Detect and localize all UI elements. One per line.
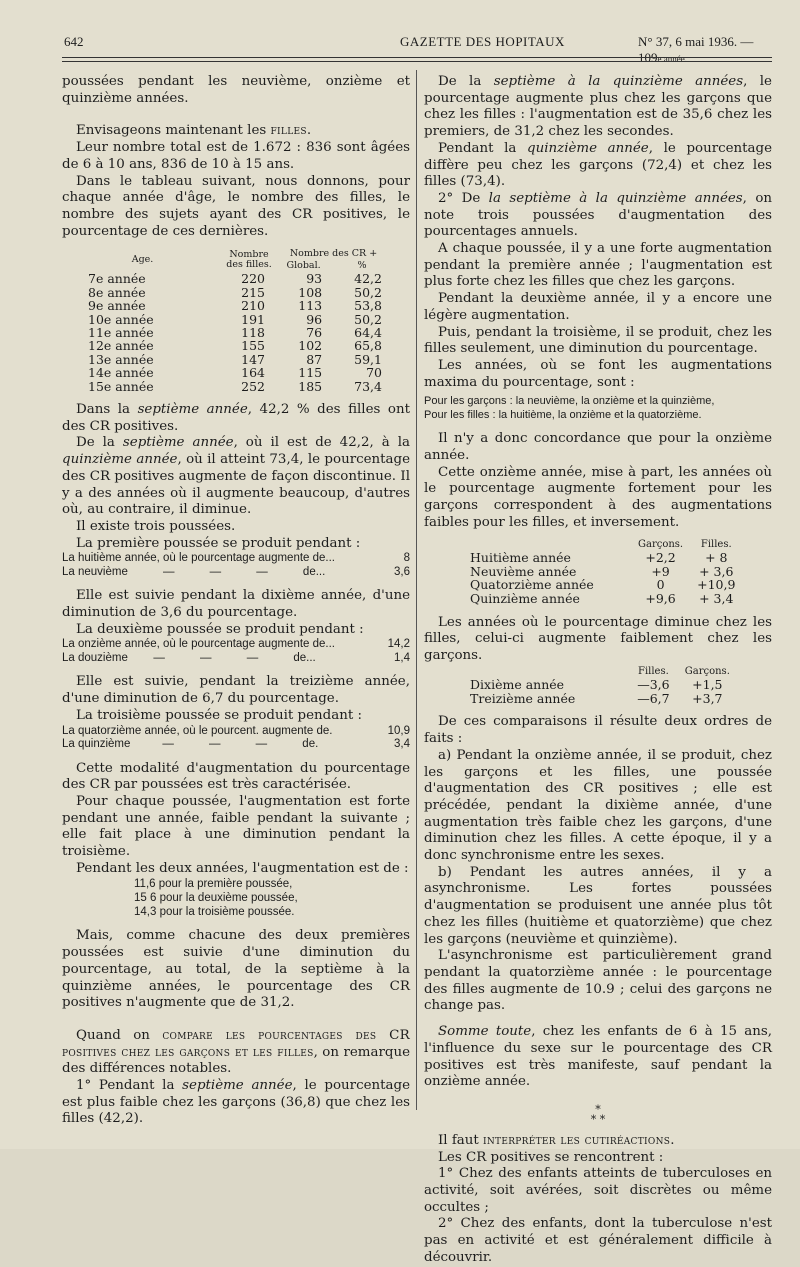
paragraph: Il n'y a donc concordance que pour la onzième année. bbox=[424, 431, 772, 464]
paragraph: Dans le tableau suivant, nous donnons, pour chaque année d'âge, le nombre des filles, le nombre des sujets ayant des CR positives, le pourcentage de ces dernières. bbox=[62, 173, 410, 239]
global-cell: 185 bbox=[298, 378, 323, 394]
paragraph: De ces comparaisons il résulte deux ordres de faits : bbox=[424, 714, 772, 747]
list-item: 14,3 pour la troisième poussée. bbox=[134, 906, 295, 919]
table-row bbox=[62, 299, 392, 312]
list-line: La onzième année, où le pourcentage augmente de... 14,2 bbox=[62, 638, 410, 651]
table-row bbox=[62, 353, 392, 366]
value-cell: +10,9 bbox=[697, 577, 736, 593]
table-header: % bbox=[357, 260, 367, 272]
count-cell: 220 bbox=[241, 271, 265, 287]
table-body bbox=[464, 678, 738, 705]
age-cell: 7e année bbox=[88, 271, 146, 287]
table-header: Filles. bbox=[638, 665, 669, 677]
paragraph: Elle est suivie pendant la dixième année, d'une diminution de 3,6 du pourcentage. bbox=[62, 588, 410, 621]
global-cell: 113 bbox=[298, 298, 323, 314]
paragraph: b) Pendant les autres années, il y a asynchronisme. Les fortes poussées d'augmentation se produisent une année plus tôt chez les filles (huitième et quatorzième) que chez les garçons (neuvième et quinzième). bbox=[424, 864, 772, 947]
paragraph: De la septième à la quinzième années, le pourcentage augmente plus chez les garçons que chez les filles : l'augmentation est de 35,6 chez les premiers, de 31,2 chez les secondes. bbox=[424, 74, 772, 140]
value-cell: 0 bbox=[656, 577, 665, 593]
count-cell: 252 bbox=[241, 378, 265, 394]
table-row bbox=[62, 272, 392, 285]
paragraph: Mais, comme chacune des deux premières poussées est suivie d'une diminution du pourcentage, au total, de la septième à la quinzième années, le pourcentage des CR positives n'augmente que de 31,2. bbox=[62, 928, 410, 1011]
table-header: Global. bbox=[286, 260, 321, 272]
list-line: La douzième — — — de... 1,4 bbox=[62, 651, 410, 664]
journal-title: GAZETTE DES HOPITAUX bbox=[400, 34, 565, 49]
section-heading-interpret: Il faut interpréter les cutiréactions. bbox=[438, 1132, 675, 1148]
count-cell: 118 bbox=[241, 324, 265, 340]
paragraph: L'asynchronisme est particulièrement grand pendant la quatorzième année : le pourcentage des filles augmente de 10.9 ; celui des garçons ne change pas. bbox=[424, 948, 772, 1014]
paragraph: 2° De la septième à la quinzième années, on note trois poussées d'augmentation des pourcentages annuels. bbox=[424, 190, 773, 240]
left-column bbox=[62, 74, 410, 1128]
age-cell: 11e année bbox=[88, 324, 154, 340]
value-cell: + 8 bbox=[705, 550, 728, 566]
header-rule bbox=[62, 57, 772, 58]
value-cell: —6,7 bbox=[637, 690, 670, 706]
global-cell: 115 bbox=[298, 365, 323, 381]
paragraph: Les années, où se font les augmentations maxima du pourcentage, sont : bbox=[424, 357, 772, 390]
table-row bbox=[464, 692, 738, 706]
right-column bbox=[424, 74, 772, 1267]
paragraph: Pendant la deuxième année, il y a encore une légère augmentation. bbox=[424, 291, 772, 323]
percent-cell: 59,1 bbox=[354, 351, 382, 367]
table-header: Age. bbox=[131, 254, 154, 266]
table-row bbox=[464, 578, 741, 592]
paragraph: Cette onzième année, mise à part, les années où le pourcentage augmente fortement pour les garçons correspondent à des augmentations faibles pour les filles, et inversement. bbox=[424, 464, 772, 530]
paragraph: a) Pendant la onzième année, il se produit, chez les garçons et les filles, une poussée d'augmentation des CR positives ; elle est précédée, pendant la dixième année, d'une augmentation très faible chez les garçons, d'une diminution chez les filles. A cette époque, il y a donc synchronisme entre les sexes. bbox=[424, 747, 772, 864]
table-body bbox=[62, 272, 392, 393]
list-item: Pour les filles : la huitième, la onzième et la quatorzième. bbox=[424, 409, 702, 422]
count-cell: 210 bbox=[241, 298, 265, 314]
list-line: La huitième année, où le pourcentage augmente de... 8 bbox=[62, 552, 410, 565]
age-cell: 13e année bbox=[88, 351, 154, 367]
row-label: Dixième année bbox=[470, 677, 565, 693]
girls-table bbox=[62, 248, 392, 393]
paragraph: Puis, pendant la troisième, il se produit, chez les filles seulement, une diminution du pourcentage. bbox=[424, 324, 772, 357]
value-cell: + 3,6 bbox=[699, 563, 734, 579]
paragraph: Cette modalité d'augmentation du pourcentage des CR par poussées est très caractérisée. bbox=[62, 760, 410, 793]
paragraph: Pour chaque poussée, l'augmentation est forte pendant une année, faible pendant la suivante ; elle fait place à une diminution pendant la troisième. bbox=[62, 793, 410, 860]
paragraph: Pendant les deux années, l'augmentation est de : bbox=[76, 860, 409, 876]
value-cell: +9,6 bbox=[645, 590, 676, 606]
list-item: Pour les garçons : la neuvième, la onzième et la quinzième, bbox=[424, 395, 715, 408]
table-row bbox=[62, 380, 392, 393]
table-row bbox=[464, 678, 738, 692]
row-label: Treizième année bbox=[470, 690, 576, 706]
comparison-table-1 bbox=[464, 538, 741, 606]
table-row bbox=[464, 592, 741, 606]
table-row bbox=[62, 313, 392, 326]
list-item: 15 6 pour la deuxième poussée, bbox=[134, 892, 298, 905]
global-cell: 96 bbox=[306, 311, 323, 327]
count-cell: 191 bbox=[241, 311, 265, 327]
paragraph: Pendant la quinzième année, le pourcentage diffère peu chez les garçons (72,4) et chez les filles (73,4). bbox=[424, 140, 773, 190]
table-row bbox=[464, 551, 741, 565]
global-cell: 102 bbox=[298, 338, 323, 354]
asterism: * * * bbox=[590, 1102, 606, 1126]
paragraph: Les CR positives se rencontrent : bbox=[438, 1149, 664, 1165]
age-cell: 8e année bbox=[88, 284, 146, 300]
paragraph: A chaque poussée, il y a une forte augmentation pendant la première année ; l'augmentation est plus forte chez les filles que chez les garçons. bbox=[424, 241, 772, 290]
global-cell: 87 bbox=[306, 351, 323, 367]
max-years-list bbox=[424, 394, 772, 422]
paragraph: Somme toute, chez les enfants de 6 à 15 ans, l'influence du sexe sur le pourcentage des CR positives est très manifeste, sauf pendant la onzième année. bbox=[424, 1024, 773, 1090]
increase-list bbox=[62, 877, 410, 919]
row-label: Quinzième année bbox=[470, 590, 580, 606]
table-header: Garçons. bbox=[684, 665, 730, 677]
paragraph: De la septième année, où il est de 42,2, à la quinzième année, où il atteint 73,4, le pourcentage des CR positives augmente de façon discontinue. Il y a des années où il augmente beaucoup, d'autres où, au contraire, il diminue. bbox=[62, 435, 411, 518]
percent-cell: 53,8 bbox=[354, 298, 382, 314]
global-cell: 76 bbox=[306, 324, 323, 340]
value-cell: +9 bbox=[651, 563, 670, 579]
table-header: Filles. bbox=[700, 538, 732, 550]
age-cell: 12e année bbox=[88, 338, 154, 354]
paragraph: Il existe trois poussées. bbox=[76, 518, 236, 534]
list-line: La quatorzième année, où le pourcent. augmente de. 10,9 bbox=[62, 724, 410, 737]
table-row bbox=[62, 366, 392, 379]
paragraph: 2° Chez des enfants, dont la tuberculose n'est pas en activité et est généralement difficile à découvrir. bbox=[424, 1216, 772, 1265]
section-heading-compare: Quand on compare les pourcentages des CR positives chez les garçons et les filles, on remarque des différences notables. bbox=[62, 1027, 410, 1077]
age-cell: 14e année bbox=[88, 365, 154, 381]
row-label: Quatorzième année bbox=[470, 577, 594, 593]
global-cell: 108 bbox=[298, 284, 323, 300]
table-header: Garçons. bbox=[638, 538, 684, 550]
paragraph: 1° Chez des enfants atteints de tuberculoses en activité, soit avérées, soit discrètes ou même occultes ; bbox=[424, 1166, 772, 1215]
table-row bbox=[62, 339, 392, 352]
percent-cell: 42,2 bbox=[354, 271, 382, 287]
percent-cell: 70 bbox=[366, 365, 382, 381]
count-cell: 164 bbox=[241, 365, 265, 381]
paragraph: Les années où le pourcentage diminue chez les filles, celui-ci augmente faiblement chez les garçons. bbox=[424, 614, 772, 663]
row-label: Huitième année bbox=[470, 550, 571, 566]
age-cell: 10e année bbox=[88, 311, 154, 327]
value-cell: + 3,4 bbox=[699, 590, 734, 606]
paragraph: Elle est suivie, pendant la treizième année, d'une diminution de 6,7 du pourcentage. bbox=[62, 674, 410, 707]
value-cell: +3,7 bbox=[692, 690, 723, 706]
list-line: La quinzième — — — de. 3,4 bbox=[62, 738, 410, 751]
percent-cell: 50,2 bbox=[354, 284, 382, 300]
age-cell: 9e année bbox=[88, 298, 146, 314]
running-header bbox=[60, 34, 780, 65]
paragraph: 1° Pendant la septième année, le pourcentage est plus faible chez les garçons (36,8) que chez les filles (42,2). bbox=[62, 1078, 410, 1127]
table-header: Nombre des CR + bbox=[289, 248, 378, 260]
table-body bbox=[464, 551, 741, 605]
table-row bbox=[62, 326, 392, 339]
paragraph: La deuxième poussée se produit pendant : bbox=[76, 621, 364, 637]
page-number: 642 bbox=[64, 34, 84, 49]
paragraph: Dans la septième année, 42,2 % des filles ont des CR positives. bbox=[62, 401, 410, 434]
percent-cell: 73,4 bbox=[354, 378, 382, 394]
value-cell: —3,6 bbox=[637, 677, 670, 693]
column-divider bbox=[416, 70, 417, 1110]
paragraph: La troisième poussée se produit pendant : bbox=[76, 707, 362, 723]
global-cell: 93 bbox=[306, 271, 323, 287]
table-row bbox=[62, 286, 392, 299]
age-cell: 15e année bbox=[88, 378, 154, 394]
count-cell: 215 bbox=[241, 284, 265, 300]
list-line: La neuvième — — — de... 3,6 bbox=[62, 565, 410, 578]
table-row bbox=[464, 565, 741, 579]
header-rule-double bbox=[62, 61, 772, 62]
paragraph: poussées pendant les neuvième, onzième et quinzième années. bbox=[62, 74, 410, 106]
count-cell: 147 bbox=[241, 351, 265, 367]
section-heading-girls: Envisageons maintenant les filles. bbox=[76, 123, 312, 139]
table-header: Nombre des filles. bbox=[226, 249, 272, 271]
issue-info: N° 37, 6 mai 1936. — 109e année. bbox=[638, 34, 754, 65]
percent-cell: 64,4 bbox=[354, 324, 382, 340]
percent-cell: 65,8 bbox=[354, 338, 382, 354]
list-item: 11,6 pour la première poussée, bbox=[134, 878, 293, 891]
paragraph: La première poussée se produit pendant : bbox=[76, 535, 361, 551]
paragraph: Leur nombre total est de 1.672 : 836 sont âgées de 6 à 10 ans, 836 de 10 à 15 ans. bbox=[62, 140, 410, 172]
percent-cell: 50,2 bbox=[354, 311, 382, 327]
value-cell: +1,5 bbox=[692, 677, 723, 693]
row-label: Neuvième année bbox=[470, 563, 577, 579]
comparison-table-2 bbox=[464, 665, 738, 706]
value-cell: +2,2 bbox=[645, 550, 676, 566]
count-cell: 155 bbox=[241, 338, 265, 354]
